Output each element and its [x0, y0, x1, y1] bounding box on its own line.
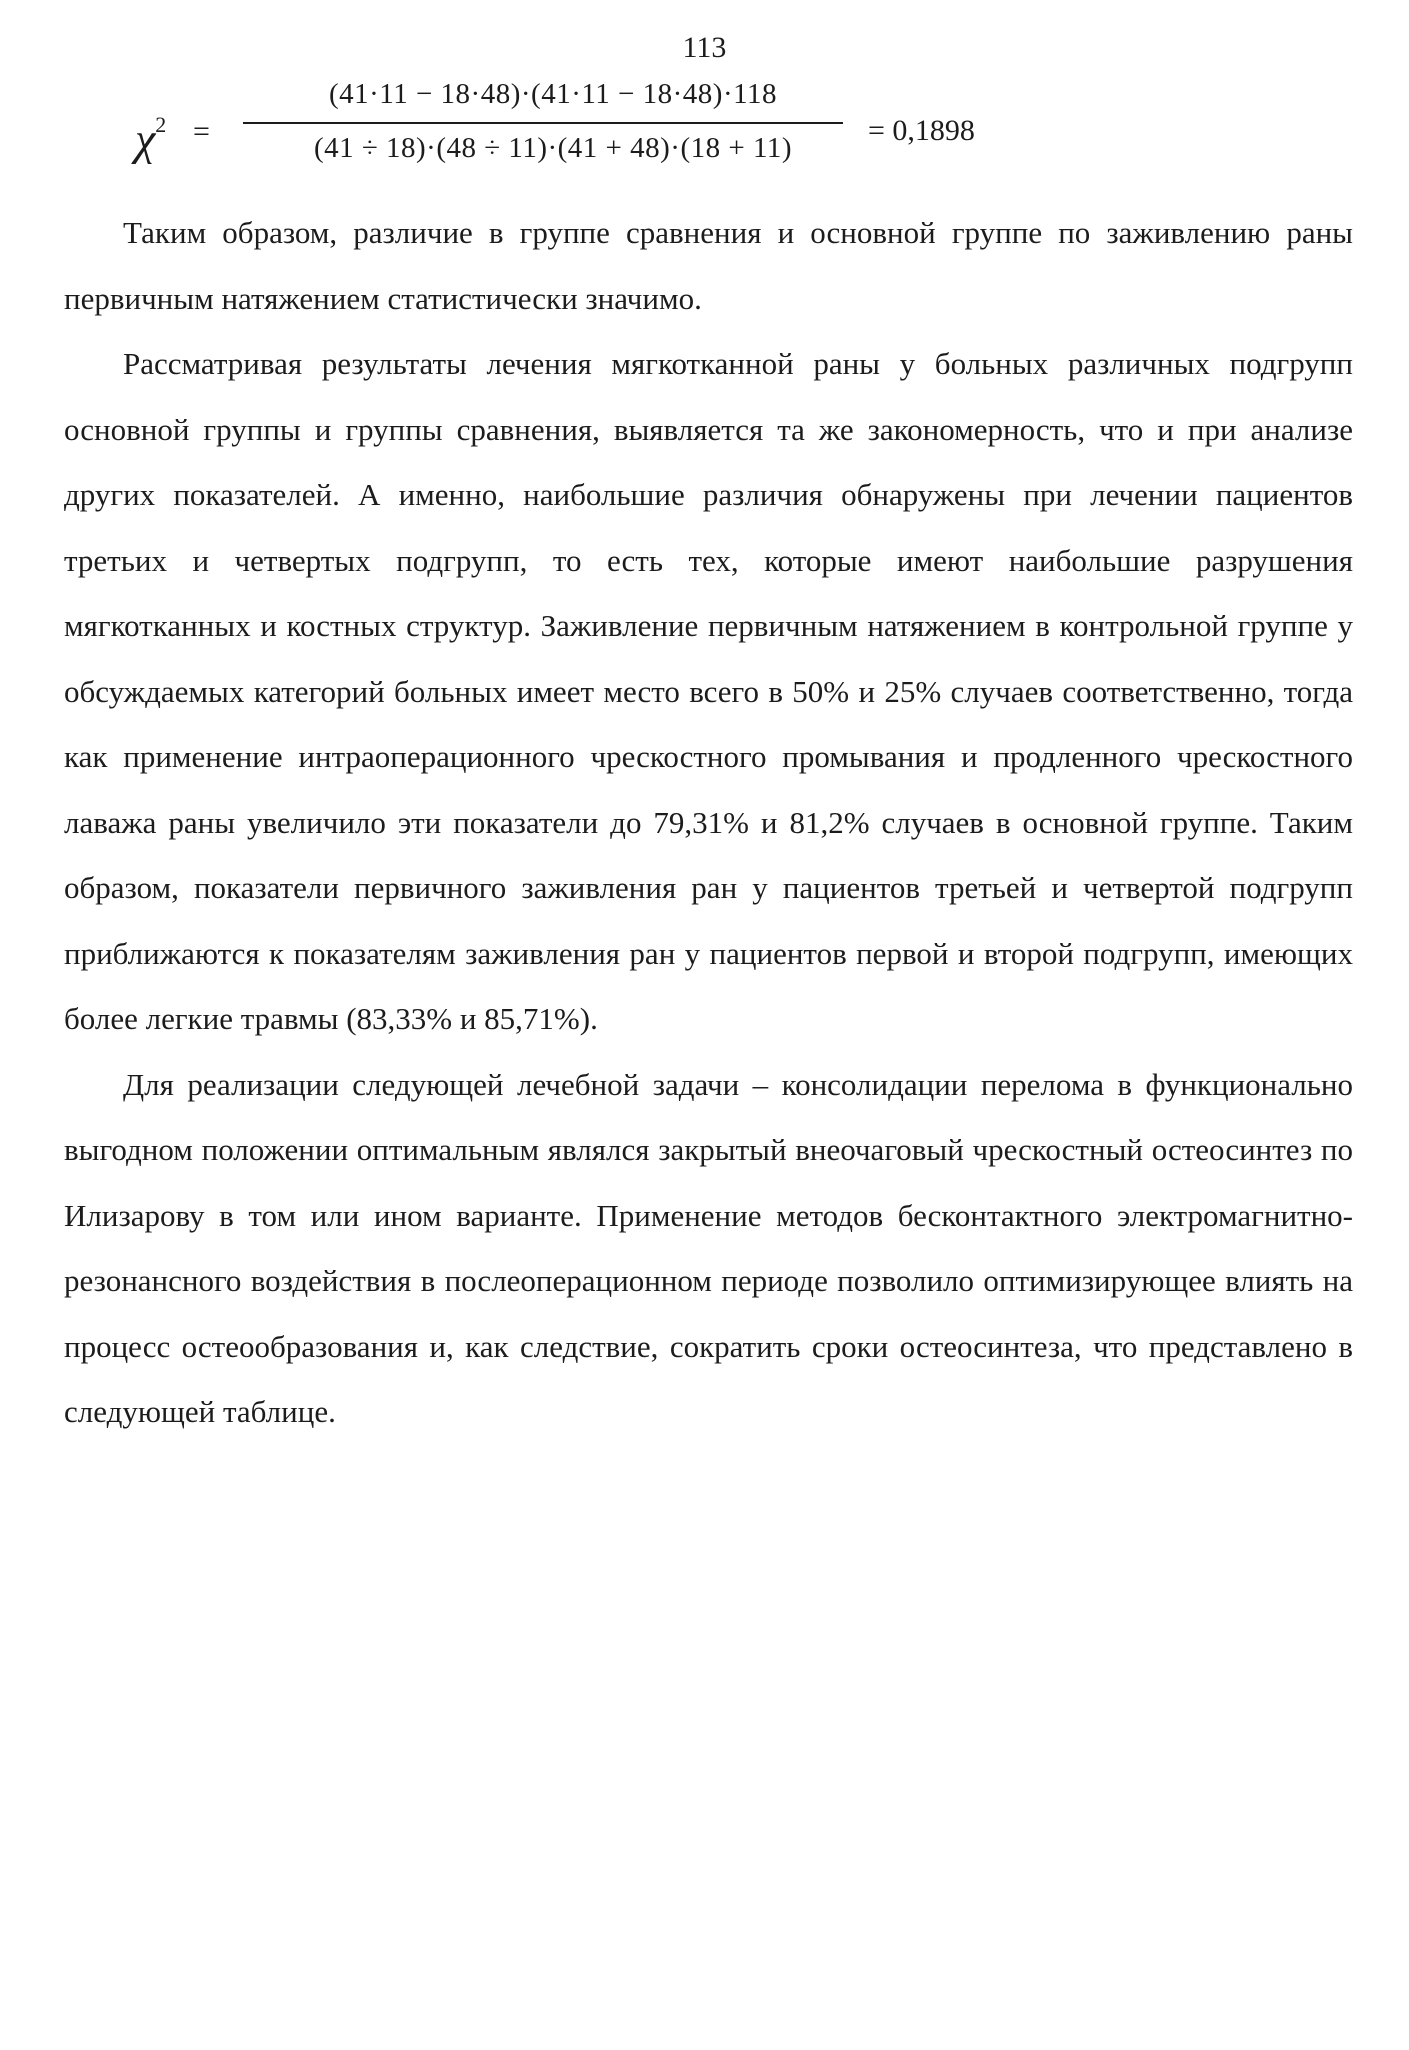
page-number: 113	[682, 31, 727, 64]
paragraph-conclusion: Таким образом, различие в группе сравнения и основной группе по заживлению раны первичным натяжением статистически значимо.	[64, 215, 1353, 316]
body-text	[64, 200, 1353, 1445]
paragraph-results: Рассматривая результаты лечения мягкотканной раны у больных различных подгрупп основной группы и группы сравнения, выявляется та же закономерность, что и при анализе других показателей. А именно, наибольшие различия обнаружены при лечении пациентов третьих и четвертых подгрупп, то есть тех, которые имеют наибольшие разрушения мягкотканных и костных структур. Заживление первичным натяжением в контрольной группе у обсуждаемых категорий больных имеет место всего в 50% и 25% случаев соответственно, тогда как применение интраоперационного чрескостного промывания и продленного чрескостного лаважа раны увеличило эти показатели до 79,31% и 81,2% случаев в основной группе. Таким образом, показатели первичного заживления ран у пациентов третьей и четвертой подгрупп приближаются к показателям заживления ран у пациентов первой и второй подгрупп, имеющих более легкие травмы (83,33% и 85,71%).	[64, 346, 1353, 1036]
chi-square-formula	[135, 74, 975, 184]
formula-equals-sign: =	[193, 115, 210, 148]
chi-square-symbol	[135, 106, 166, 164]
formula-numerator: (41·11 − 18·48)·(41·11 − 18·48)·118	[328, 78, 778, 110]
fraction-bar	[243, 122, 843, 124]
formula-fraction	[223, 74, 863, 168]
chi-letter: χ	[135, 113, 156, 165]
formula-denominator: (41 ÷ 18)·(48 ÷ 11)·(41 + 48)·(18 + 11)	[313, 132, 793, 164]
chi-power: 2	[155, 112, 167, 137]
paragraph-consolidation: Для реализации следующей лечебной задачи – консолидации перелома в функционально выгодном положении оптимальным являлся закрытый внеочаговый чрескостный остеосинтез по Илизарову в том или ином варианте. Применение методов бесконтактного электромагнитно-резонансного воздействия в послеоперационном периоде позволило оптимизирующее влиять на процесс остеообразования и, как следствие, сократить сроки остеосинтеза, что представлено в следующей таблице.	[64, 1066, 1353, 1429]
formula-result: = 0,1898	[868, 114, 975, 147]
